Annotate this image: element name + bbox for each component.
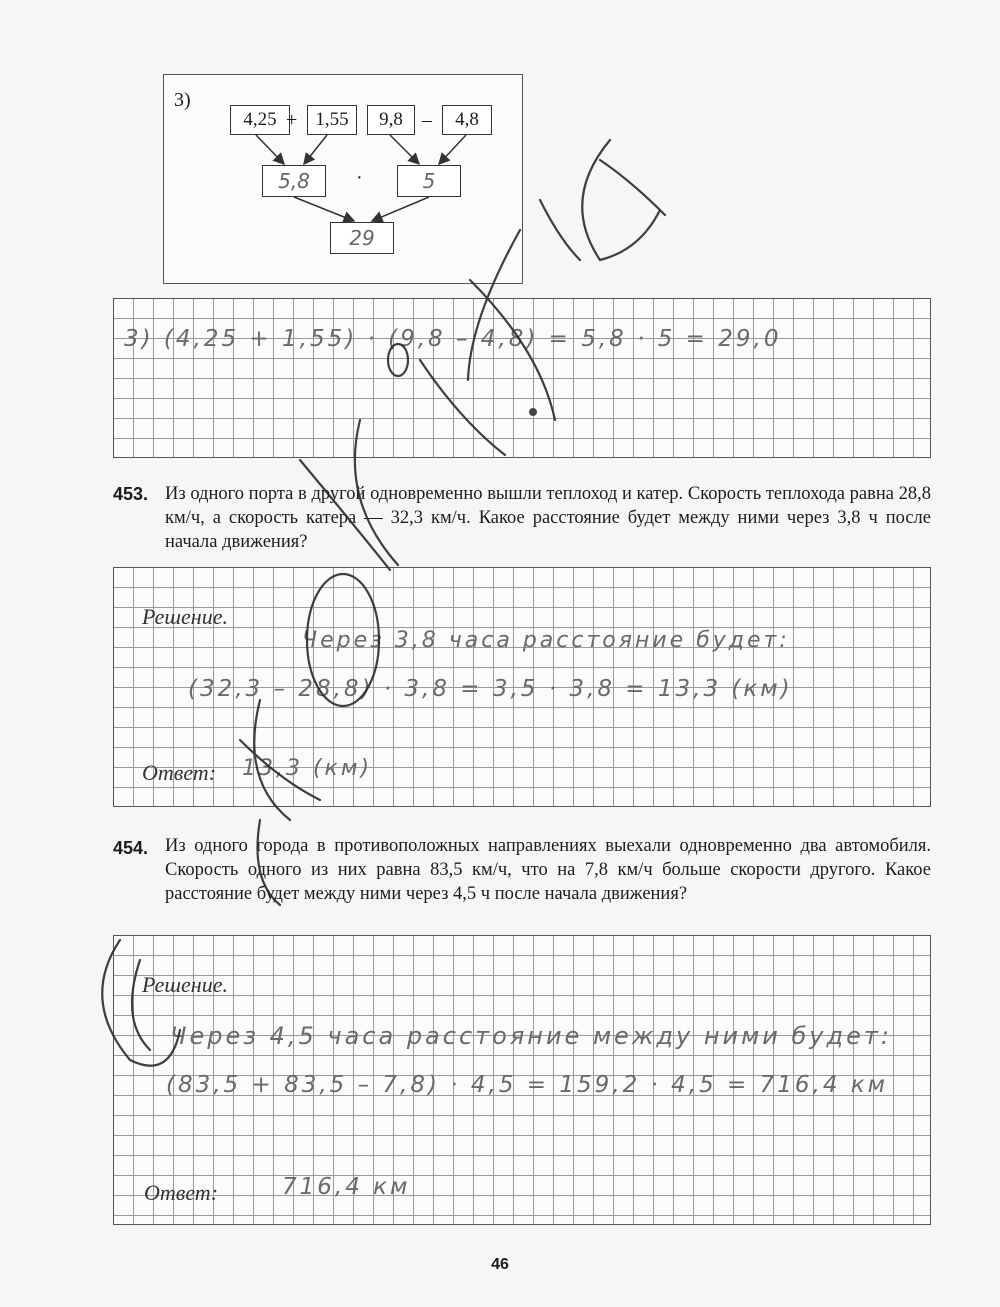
- task-453-line1: Через 3,8 часа расстояние будет:: [302, 628, 790, 653]
- task-454-number: 454.: [113, 838, 149, 858]
- solution-3-text: 3) (4,25 + 1,55) · (9,8 – 4,8) = 5,8 · 5 = 29,0: [124, 326, 782, 352]
- box-operand-b: 1,55: [307, 105, 357, 135]
- box-operand-c: 9,8: [367, 105, 415, 135]
- task-453-solution-label: Решение.: [142, 604, 228, 629]
- task-454-answer: 716,4 км: [282, 1174, 411, 1200]
- task-453-answer: 13,3 (км): [242, 756, 373, 781]
- task-453-text: Из одного порта в другой одновременно вышли теплоход и катер. Скорость теплохода равна 28,8 км/ч, а скорость катера — 32,3 км/ч. Какое расстояние будет между ними через 3,8 ч после начала движения?: [165, 484, 931, 552]
- page-number: 46: [491, 1256, 509, 1273]
- solution-3-grid: [113, 298, 931, 458]
- task-453-answer-label: Ответ:: [142, 760, 217, 785]
- diagram-label: 3): [174, 89, 191, 111]
- minus-sign: –: [422, 109, 432, 131]
- expression-tree-diagram: [163, 74, 523, 284]
- times-sign: ·: [356, 167, 363, 189]
- task-453-line2: (32,3 – 28,8) · 3,8 = 3,5 · 3,8 = 13,3 (км): [188, 676, 793, 702]
- box-diff-result: 5: [397, 165, 461, 197]
- box-operand-a: 4,25: [230, 105, 290, 135]
- plus-sign: +: [286, 109, 298, 131]
- diagram-arrows: [164, 75, 524, 285]
- box-final-result: 29: [330, 222, 394, 254]
- box-sum-result: 5,8: [262, 165, 326, 197]
- task-454-text: Из одного города в противоположных направлениях выехали одновременно два автомобиля. Скорость одного из них равна 83,5 км/ч, что на 7,8 км/ч больше скорости другого. Какое расстояние будет между ними через 4,5 ч после начала движения?: [165, 836, 931, 904]
- task-454-solution-label: Решение.: [142, 972, 228, 997]
- task-454-answer-label: Ответ:: [144, 1180, 219, 1205]
- task-453-number: 453.: [113, 484, 149, 504]
- task-454-line1: Через 4,5 часа расстояние между ними будет:: [170, 1022, 892, 1050]
- task-454-line2: (83,5 + 83,5 – 7,8) · 4,5 = 159,2 · 4,5 = 716,4 км: [166, 1072, 889, 1098]
- box-operand-d: 4,8: [442, 105, 492, 135]
